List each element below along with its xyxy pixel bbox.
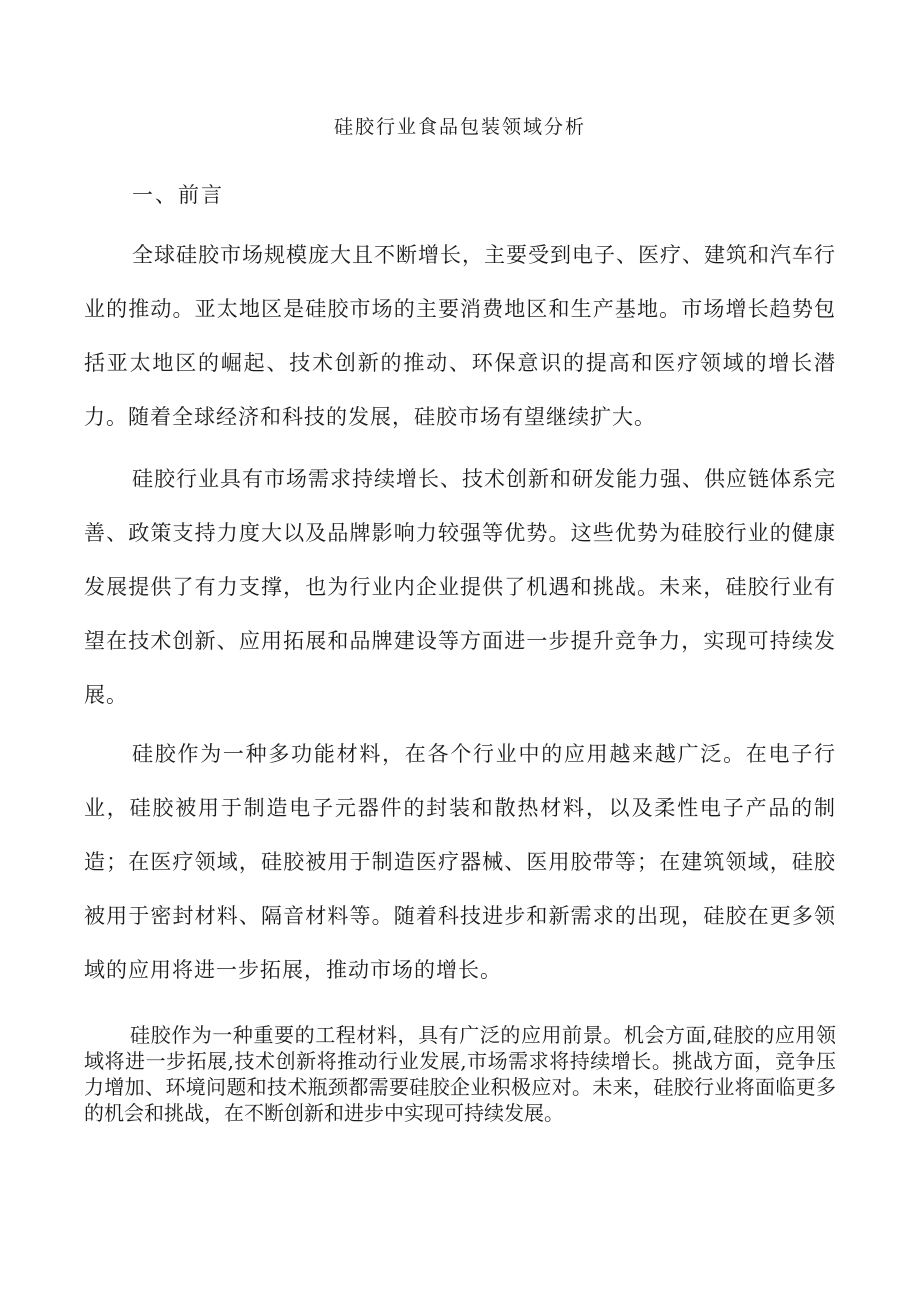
paragraph-market-overview: 全球硅胶市场规模庞大且不断增长，主要受到电子、医疗、建筑和汽车行业的推动。亚太地区是硅胶市场的主要消费地区和生产基地。市场增长趋势包括亚太地区的崛起、技术创新的推动、环保意识的提高和医疗领域的增长潜力。随着全球经济和科技的发展，硅胶市场有望继续扩大。 — [84, 243, 836, 429]
paragraph-opportunities-challenges: 硅胶作为一种重要的工程材料，具有广泛的应用前景。机会方面,硅胶的应用领域将进一步拓展,技术创新将推动行业发展,市场需求将持续增长。挑战方面，竞争压力增加、环境问题和技术瓶颈都需要硅胶企业积极应对。未来，硅胶行业将面临更多的机会和挑战，在不断创新和进步中实现可持续发展。 — [84, 1023, 836, 1125]
document-title: 硅胶行业食品包装领域分析 — [333, 116, 586, 138]
paragraph-applications: 硅胶作为一种多功能材料，在各个行业中的应用越来越广泛。在电子行业，硅胶被用于制造电子元器件的封装和散热材料，以及柔性电子产品的制造；在医疗领域，硅胶被用于制造医疗器械、医用胶带等；在建筑领域，硅胶被用于密封材料、隔音材料等。随着科技进步和新需求的出现，硅胶在更多领域的应用将进一步拓展，推动市场的增长。 — [84, 742, 836, 982]
section-heading: 一、前言 — [132, 183, 224, 207]
paragraph-industry-advantages: 硅胶行业具有市场需求持续增长、技术创新和研发能力强、供应链体系完善、政策支持力度大以及品牌影响力较强等优势。这些优势为硅胶行业的健康发展提供了有力支撑，也为行业内企业提供了机遇和挑战。未来，硅胶行业有望在技术创新、应用拓展和品牌建设等方面进一步提升竞争力，实现可持续发展。 — [84, 467, 836, 707]
